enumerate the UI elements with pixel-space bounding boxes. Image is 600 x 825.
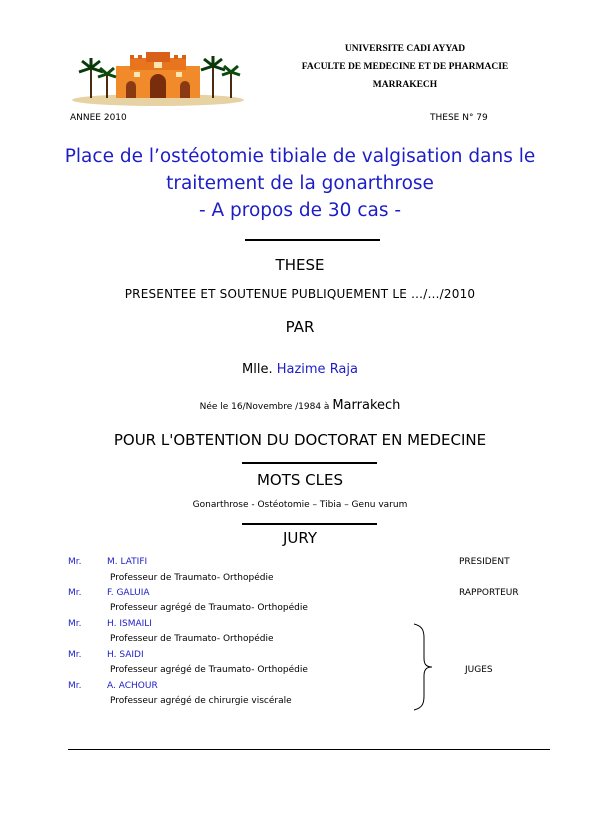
keywords-line: Gonarthrose - Ostéotomie – Tibia – Genu varum <box>192 500 408 510</box>
juges-brace <box>410 622 440 712</box>
jury-title-4: Mr. <box>68 650 82 660</box>
these-heading: THESE <box>275 256 325 274</box>
title-divider <box>245 239 380 241</box>
candidate-name: Hazime Raja <box>276 362 358 377</box>
par-heading: PAR <box>285 318 315 336</box>
thesis-title <box>40 143 560 224</box>
title-line-3: - A propos de 30 cas - <box>198 200 402 221</box>
jury-role-2: RAPPORTEUR <box>459 588 519 598</box>
jury-title-1: Mr. <box>68 557 82 567</box>
jury-name-4: H. SAIDI <box>107 650 144 660</box>
jury-desc-5: Professeur agrégé de chirurgie viscérale <box>110 696 292 706</box>
birth-line <box>0 398 600 413</box>
jury-name-5: A. ACHOUR <box>107 681 158 691</box>
juges-label: JUGES <box>465 665 493 675</box>
jury-divider <box>242 523 377 525</box>
mots-divider <box>242 462 377 464</box>
jury-desc-1: Professeur de Traumato- Orthopédie <box>110 573 274 583</box>
faculty-name: FACULTE DE MEDECINE ET DE PHARMACIE <box>301 62 509 72</box>
birth-city: Marrakech <box>332 398 401 413</box>
jury-name-3: H. ISMAILI <box>107 619 152 629</box>
university-name: UNIVERSITE CADI AYYAD <box>344 44 466 54</box>
jury-desc-2: Professeur agrégé de Traumato- Orthopédie <box>110 603 308 613</box>
jury-name-1: M. LATIFI <box>107 557 148 567</box>
jury-desc-4: Professeur agrégé de Traumato- Orthopédie <box>110 665 308 675</box>
thesis-number: THESE N° 79 <box>430 113 488 123</box>
jury-heading: JURY <box>282 529 318 547</box>
jury-title-5: Mr. <box>68 681 82 691</box>
title-line-1: Place de l’ostéotomie tibiale de valgisation dans le <box>64 146 536 167</box>
jury-name-2: F. GALUIA <box>107 588 150 598</box>
presentee-line: PRESENTEE ET SOUTENUE PUBLIQUEMENT LE …/…/2010 <box>124 287 476 301</box>
footer-rule <box>68 749 550 750</box>
title-line-2: traitement de la gonarthrose <box>166 173 434 194</box>
jury-title-3: Mr. <box>68 619 82 629</box>
candidate-prefix: Mlle. <box>242 362 273 377</box>
mots-cles-heading: MOTS CLES <box>256 471 344 489</box>
birth-text: Née le 16/Novembre /1984 à <box>199 402 330 412</box>
jury-role-1: PRESIDENT <box>459 557 510 567</box>
candidate-line <box>0 362 600 377</box>
faculty-logo <box>70 50 246 106</box>
city-name: MARRAKECH <box>372 80 438 90</box>
year-label: ANNEE 2010 <box>70 113 127 123</box>
jury-title-2: Mr. <box>68 588 82 598</box>
jury-desc-3: Professeur de Traumato- Orthopédie <box>110 634 274 644</box>
pour-heading: POUR L'OBTENTION DU DOCTORAT EN MEDECINE <box>113 431 487 449</box>
